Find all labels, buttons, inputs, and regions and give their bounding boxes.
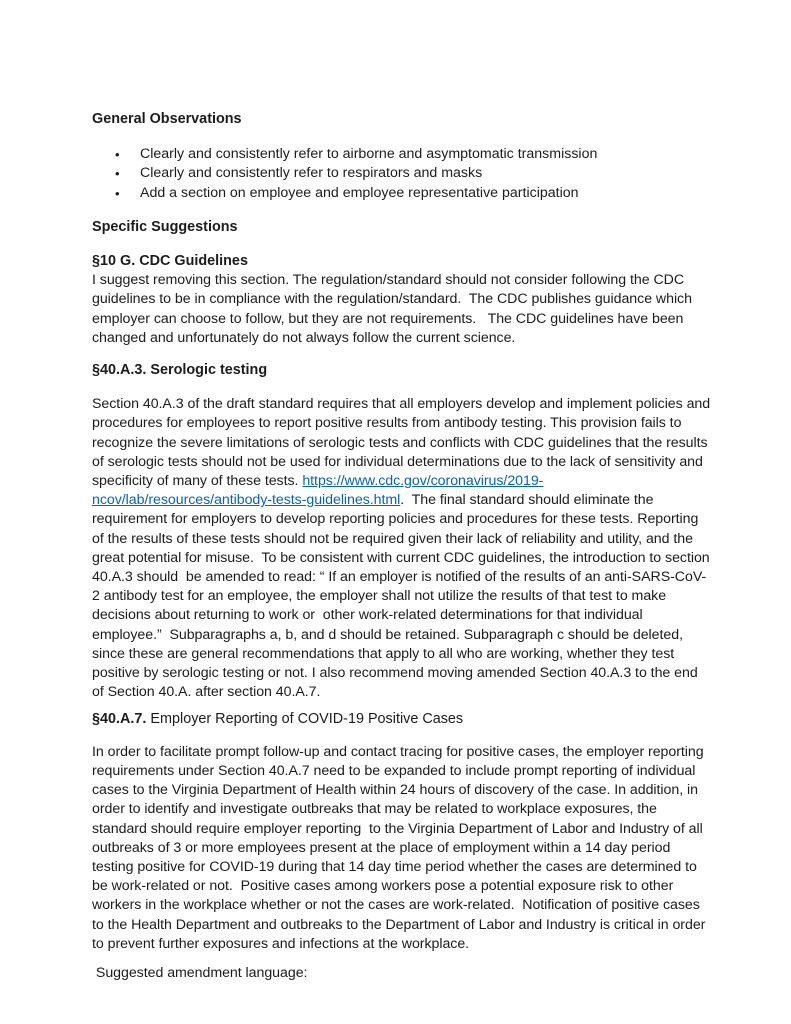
cdc-antibody-guidelines-link[interactable]: https://www.cdc.gov/coronavirus/2019-ncov/lab/resources/antibody-tests-guidelines.html (92, 473, 544, 509)
list-item-text: Clearly and consistently refer to airborne and asymptomatic transmission (140, 146, 598, 163)
serologic-testing-paragraph (92, 395, 714, 702)
heading-employer-reporting-title: Employer Reporting of COVID-19 Positive Cases (146, 711, 464, 728)
list-item-text: Clearly and consistently refer to respirators and masks (140, 165, 483, 182)
list-item (92, 184, 711, 203)
heading-employer-reporting-number: §40.A.7. (92, 711, 147, 728)
general-observations-list (92, 145, 711, 203)
list-item (92, 145, 711, 164)
heading-serologic-testing: §40.A.3. Serologic testing (92, 362, 268, 379)
list-item-text: Add a section on employee and employee representative participation (140, 184, 579, 201)
heading-general-observations: General Observations (92, 111, 242, 127)
suggested-amendment-line: Suggested amendment language: (92, 964, 308, 981)
cdc-guidelines-paragraph: I suggest removing this section. The regulation/standard should not consider following the CDC guidelines to be in compliance with the regulation/standard. The CDC publishes guidance which employer can choose to follow, but they are not requirements. The CDC guidelines have been changed and unfortunately do not always follow the current science. (92, 272, 696, 346)
bullet-icon: • (115, 185, 120, 201)
heading-cdc-guidelines: §10 G. CDC Guidelines (92, 253, 248, 270)
heading-specific-suggestions: Specific Suggestions (92, 218, 238, 235)
bullet-icon: • (115, 166, 120, 182)
list-item (92, 164, 711, 183)
bullet-icon: • (115, 147, 120, 163)
serologic-text-before-link: Section 40.A.3 of the draft standard requires that all employers develop and implement policies and procedures for employees to report positive results from antibody testing. This provision fails to recognize the severe limitations of serologic tests and conflicts with CDC guidelines that the results of serologic tests should not be used for individual determinations due to the lack of sensitivity and specificity of many of these tests. (92, 396, 714, 490)
serologic-text-after-link: . The final standard should eliminate the requirement for employers to develop reporting policies and procedures for these tests. Reporting of the results of these tests should not be required given their lack of reliability and utility, and the great potential for misuse. To be consistent with current CDC guidelines, the introduction to section 40.A.3 should be amended to read: “ If an employer is notified of the results of an anti-SARS-CoV-2 antibody test for an employee, the employer shall not utilize the results of that test to make decisions about returning to work or other work-related determinations for that individual employee.” Subparagraphs a, b, and d should be retained. Subparagraph c should be deleted, since these are general recommendations that apply to all who are working, whether they test positive by serologic testing or not. I also recommend moving amended Section 40.A.3 to the end of Section 40.A. after section 40.A.7. (92, 492, 714, 701)
heading-employer-reporting (92, 710, 711, 729)
employer-reporting-paragraph: In order to facilitate prompt follow-up and contact tracing for positive cases, the employer reporting requirements under Section 40.A.7 need to be expanded to include prompt reporting of individual cases to the Virginia Department of Health within 24 hours of discovery of the case. In addition, in order to identify and investigate outbreaks that may be related to workplace exposures, the standard should require employer reporting to the Virginia Department of Labor and Industry of all outbreaks of 3 or more employees present at the place of employment within a 14 day period testing positive for COVID-19 during that 14 day time period whether the cases are determined to be work-related or not. Positive cases among workers pose a potential exposure risk to other workers in the workplace whether or not the cases are work-related. Notification of positive cases to the Health Department and outbreaks to the Department of Labor and Industry is critical in order to prevent further exposures and infections at the workplace. (92, 743, 710, 952)
